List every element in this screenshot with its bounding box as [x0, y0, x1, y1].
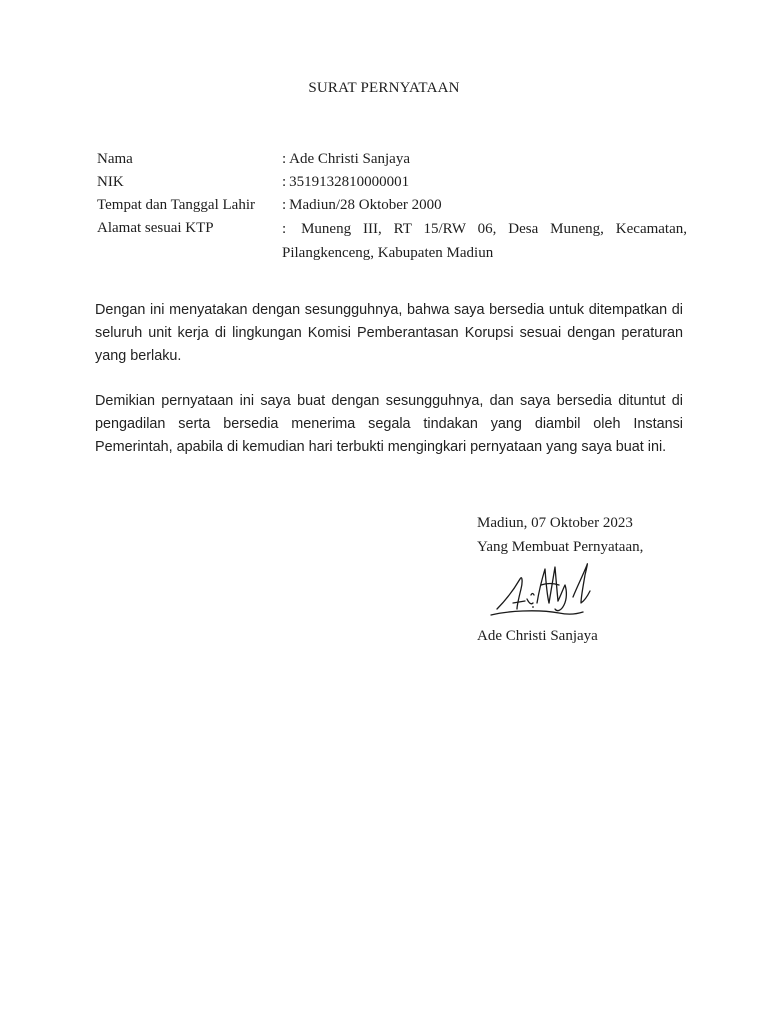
identity-table [97, 148, 687, 265]
identity-row-nik [97, 171, 687, 194]
identity-row-birth [97, 194, 687, 217]
nik-value: 3519132810000001 [289, 174, 410, 190]
birth-value: Madiun/28 Oktober 2000 [289, 197, 442, 213]
signature-block [477, 511, 707, 559]
colon-separator: : [282, 221, 287, 237]
identity-value [282, 148, 687, 171]
identity-value [282, 194, 687, 217]
handwritten-signature [487, 557, 607, 627]
identity-value [282, 171, 687, 194]
document-title: SURAT PERNYATAAN [308, 80, 460, 96]
colon-separator: : [282, 174, 287, 190]
identity-label: Nama [97, 151, 133, 167]
signer-role: Yang Membuat Pernyataan, [477, 539, 644, 555]
identity-label: Alamat sesuai KTP [97, 220, 214, 236]
statement-paragraph: Dengan ini menyatakan dengan sesungguhnya, bahwa saya bersedia untuk ditempatkan di seluruh unit kerja di lingkungan Komisi Pemberantasan Korupsi sesuai dengan peraturan yang berlaku. [95, 302, 683, 365]
colon-separator: : [282, 151, 287, 167]
identity-row-name [97, 148, 687, 171]
place-date: Madiun, 07 Oktober 2023 [477, 515, 633, 531]
closing-paragraph: Demikian pernyataan ini saya buat dengan sesungguhnya, dan saya bersedia dituntut di pengadilan serta bersedia menerima segala tindakan yang diambil oleh Instansi Pemerintah, apabila di kemudian hari terbukti mengingkari pernyataan yang saya buat ini. [95, 393, 683, 456]
identity-label: Tempat dan Tanggal Lahir [97, 197, 255, 213]
colon-separator: : [282, 197, 287, 213]
identity-row-address [97, 217, 687, 265]
name-value: Ade Christi Sanjaya [289, 151, 410, 167]
identity-value [282, 217, 687, 265]
identity-label: NIK [97, 174, 124, 190]
address-value: Muneng III, RT 15/RW 06, Desa Muneng, Kecamatan, Pilangkenceng, Kabupaten Madiun [282, 221, 687, 261]
signer-name: Ade Christi Sanjaya [477, 628, 598, 644]
